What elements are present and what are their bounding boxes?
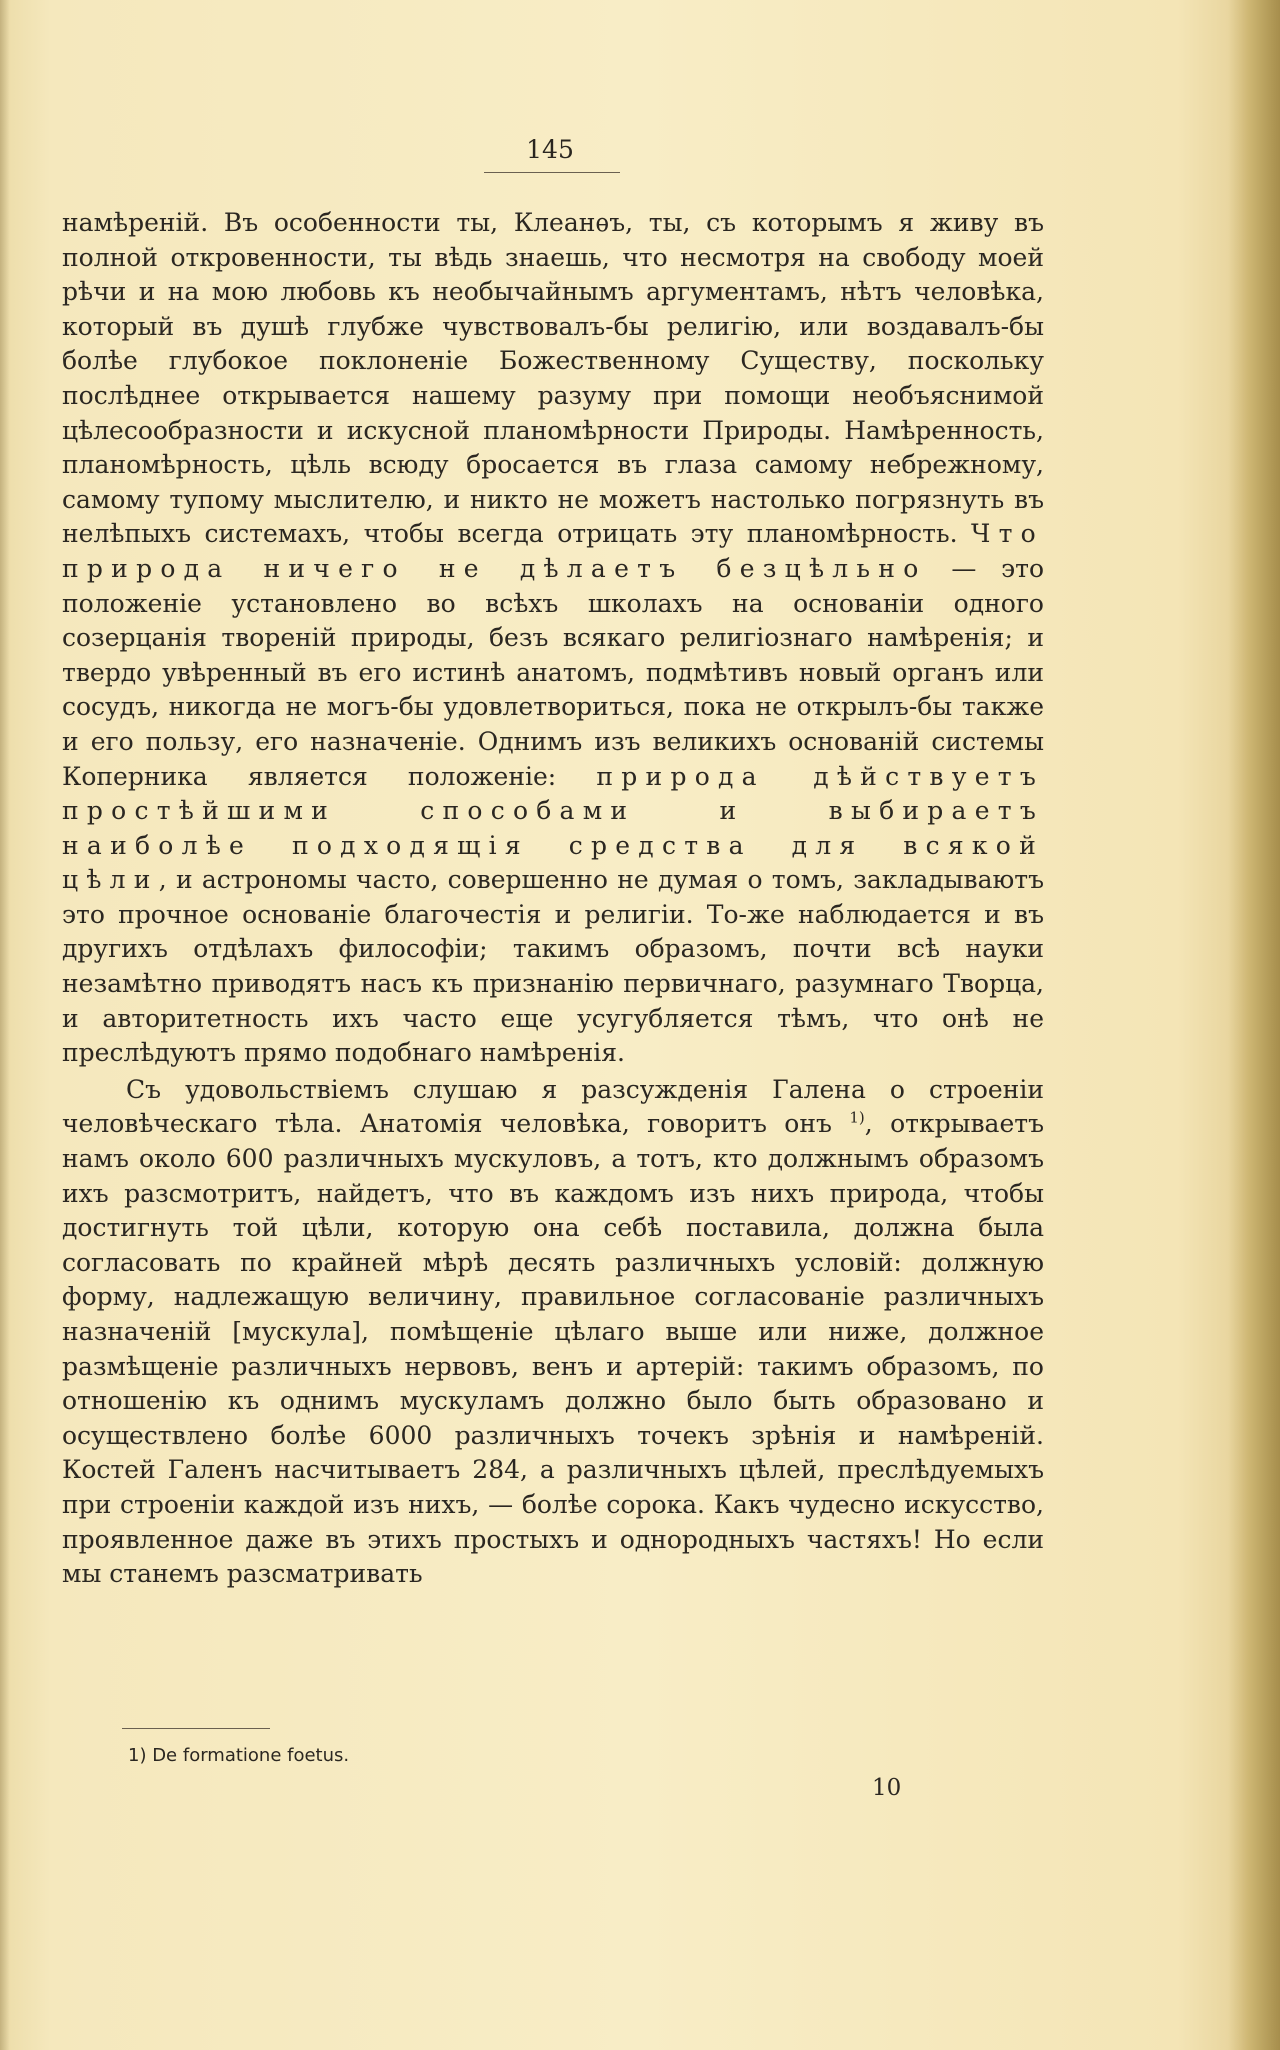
paragraph-1 xyxy=(62,206,1044,1071)
page-number-rule xyxy=(484,172,620,173)
footnote: 1) De formatione foetus. xyxy=(128,1745,350,1766)
text-segment: , открываетъ намъ около 600 различныхъ мускуловъ, а тотъ, кто должнымъ образомъ ихъ разсмотритъ, найдетъ, что въ каждомъ изъ нихъ природа, чтобы достигнуть той цѣли, которую она себѣ поставила, должна была согласовать по крайней мѣрѣ десять различныхъ условій: должную форму, надлежащую величину, правильное согласованіе различныхъ назначеній [мускула], помѣщеніе цѣлаго выше или ниже, должное размѣщеніе различныхъ нервовъ, венъ и артерій: такимъ образомъ, по отношенію къ однимъ мускуламъ должно было быть образовано и осуществлено болѣе 6000 различныхъ точекъ зрѣнія и намѣреній. Костей Галенъ насчитываетъ 284, а различныхъ цѣлей, преслѣдуемыхъ при строеніи каждой изъ нихъ, — болѣе сорока. Какъ чудесно искусство, проявленное даже въ этихъ простыхъ и однородныхъ частяхъ! Но если мы станемъ разсматривать xyxy=(62,1109,1044,1589)
paragraph-2 xyxy=(62,1073,1044,1592)
page-spine-shadow xyxy=(1228,0,1280,2050)
emphasis-spaced: природа дѣйствуетъ простѣйшими способами и выбираетъ наиболѣе подходящія средства для всякой цѣли xyxy=(62,761,1044,895)
emphasis-spaced: Что природа ничего не дѣлаетъ безцѣльно xyxy=(62,519,1044,583)
signature-mark: 10 xyxy=(872,1775,902,1801)
text-segment: , и астрономы часто, совершенно не думая о томъ, закладываютъ это прочное основаніе благочестія и религіи. То-же наблюдается и въ другихъ отдѣлахъ философіи; такимъ образомъ, почти всѣ науки незамѣтно приводятъ насъ къ признанію первичнаго, разумнаго Творца, и авторитетность ихъ часто еще усугубляется тѣмъ, что онѣ не преслѣдуютъ прямо подобнаго намѣренія. xyxy=(62,865,1044,1068)
footnote-ref: 1) xyxy=(849,1109,865,1128)
body-text xyxy=(62,206,1044,1592)
text-segment: намѣреній. Въ особенности ты, Клеанѳъ, ты, съ которымъ я живу въ полной откровенности, ты вѣдь знаешь, что несмотря на свободу моей рѣчи и на мою любовь къ необычайнымъ аргументамъ, нѣтъ человѣка, который въ душѣ глубже чувствовалъ-бы религію, или воздавалъ-бы болѣе глубокое поклоненіе Божественному Существу, поскольку послѣднее открывается нашему разуму при помощи необъяснимой цѣлесообразности и искусной планомѣрности Природы. Намѣренность, планомѣрность, цѣль всюду бросается въ глаза самому небрежному, самому тупому мыслителю, и никто не можетъ настолько погрязнуть въ нелѣпыхъ системахъ, чтобы всегда отрицать эту планомѣрность. xyxy=(62,208,1044,549)
text-segment: Съ удовольствіемъ слушаю я разсужденія Галена о строеніи человѣческаго тѣла. Анатомія человѣка, говоритъ онъ xyxy=(62,1074,1044,1139)
page-number: 145 xyxy=(526,135,574,164)
text-segment: — это положеніе установлено во всѣхъ школахъ на основаніи одного созерцанія твореній природы, безъ всякаго религіознаго намѣренія; и твердо увѣренный въ его истинѣ анатомъ, подмѣтивъ новый органъ или сосудъ, никогда не могъ-бы удовлетвориться, пока не открылъ-бы также и его пользу, его назначеніе. Однимъ изъ великихъ основаній системы Коперника является положеніе: xyxy=(62,553,1044,791)
page-left-edge xyxy=(0,0,10,2050)
footnote-rule xyxy=(122,1728,270,1729)
